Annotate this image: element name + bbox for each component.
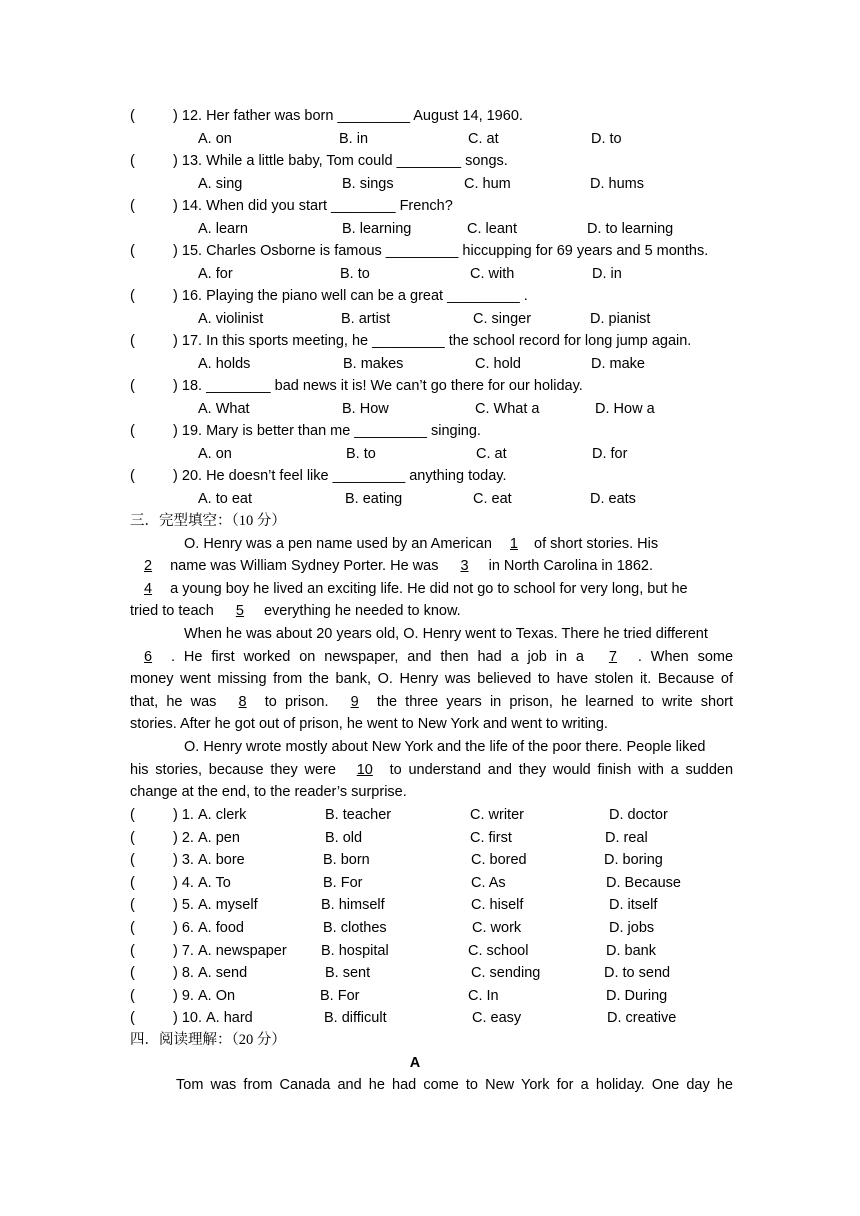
answer-bracket-close: ) (173, 897, 182, 914)
question-text: In this sports meeting, he (206, 333, 369, 349)
question-stem (173, 287, 528, 305)
item-number-text: 10. (181, 1010, 203, 1027)
cloze-line: tried to teach 5 everything he needed to know. (130, 603, 461, 619)
question-blank: ________ (206, 378, 271, 394)
option-c: C. with (470, 266, 515, 282)
cloze-line: money went missing from the bank, O. Henry was believed to have stolen it. Because of (130, 671, 733, 687)
answer-bracket-close: ) (173, 153, 178, 169)
option-d: D. Because (606, 874, 681, 891)
option-d: D. itself (609, 897, 658, 914)
option-a: A. on (198, 131, 232, 147)
answer-bracket-open: ( (130, 852, 135, 869)
option-d: D. to send (604, 965, 671, 982)
option-a: A. bore (198, 852, 245, 869)
answer-bracket-open: ( (130, 987, 135, 1004)
item-number-text: 1. (181, 807, 194, 823)
option-d: D. bank (606, 942, 656, 959)
question-blank: _________ (337, 108, 411, 124)
question-stem (173, 107, 523, 125)
option-a: A. clerk (198, 807, 247, 823)
option-d: D. jobs (609, 920, 655, 936)
question-text: He doesn’t feel like (206, 468, 329, 484)
question-text: Her father was born (206, 108, 334, 124)
option-b: B. For (320, 987, 360, 1004)
item-number-text: 4. (181, 874, 194, 891)
answer-bracket-open: ( (130, 807, 135, 823)
cloze-blank: 5 (235, 603, 244, 619)
answer-bracket-open: ( (130, 108, 135, 124)
question-text: singing. (430, 423, 481, 439)
answer-bracket-close: ) (173, 423, 178, 439)
option-b: B. to (340, 266, 370, 282)
answer-bracket-open: ( (130, 198, 135, 214)
option-d: D. for (592, 446, 628, 462)
item-number (173, 987, 194, 1005)
option-c: C. hold (475, 356, 521, 372)
question-text: the school record for long jump again. (448, 333, 692, 349)
cloze-line: that, he was 8 to prison. 9 the three years in prison, he learned to write short (130, 694, 734, 710)
answer-bracket-open: ( (130, 942, 135, 959)
cloze-line: O. Henry wrote mostly about New York and the life of the poor there. People liked (184, 739, 706, 755)
question-number: 16. (181, 288, 203, 304)
question-stem (173, 467, 507, 485)
question-number: 19. (181, 423, 203, 439)
option-b: B. old (325, 829, 363, 846)
question-number: 14. (181, 198, 203, 214)
option-a: A. on (198, 446, 232, 462)
answer-bracket-close: ) (173, 920, 182, 936)
answer-bracket-close: ) (173, 965, 182, 982)
item-number (173, 964, 194, 982)
section-4-heading: 四．阅读理解：（20 分） (130, 1032, 286, 1048)
passage-label: A (409, 1055, 421, 1071)
item-number-text: 3. (181, 852, 194, 869)
option-a: A. newspaper (198, 942, 287, 959)
answer-bracket-close: ) (173, 108, 178, 124)
answer-bracket-close: ) (173, 829, 182, 846)
cloze-line: change at the end, to the reader’s surprise. (130, 784, 407, 800)
answer-bracket-close: ) (173, 288, 178, 304)
option-c: C. sending (471, 965, 541, 982)
option-c: C. work (472, 920, 522, 936)
question-text: August 14, 1960. (413, 108, 523, 124)
option-b: B. hospital (321, 942, 389, 959)
option-d: D. creative (607, 1010, 677, 1027)
option-a: A. What (198, 401, 250, 417)
option-b: B. born (323, 852, 370, 869)
answer-bracket-close: ) (173, 333, 178, 349)
option-c: C. hum (464, 176, 511, 192)
question-stem (173, 197, 453, 215)
option-c: C. leant (467, 221, 517, 237)
option-a: A. On (198, 987, 236, 1004)
cloze-blank: 9 (350, 694, 359, 710)
cloze-blank: 1 (509, 536, 518, 552)
cloze-blank: 10 (356, 762, 373, 778)
question-text: While a little baby, Tom could (206, 153, 393, 169)
option-b: B. How (342, 401, 389, 417)
option-a: A. pen (198, 829, 240, 846)
option-d: D. doctor (609, 807, 668, 823)
option-b: B. eating (345, 491, 403, 507)
question-blank: _________ (447, 288, 520, 304)
item-number (173, 851, 194, 869)
option-b: B. teacher (325, 807, 392, 823)
option-c: C. eat (473, 491, 512, 507)
question-text: Playing the piano well can be a great (206, 288, 444, 304)
question-stem (173, 152, 508, 170)
answer-bracket-close: ) (173, 198, 178, 214)
item-number-text: 6. (181, 920, 194, 936)
option-d: D. pianist (590, 311, 651, 327)
answer-bracket-open: ( (130, 920, 135, 936)
option-a: A. send (198, 965, 248, 982)
cloze-line: his stories, because they were 10 to understand and they would finish with a sudden (130, 762, 734, 778)
option-b: B. to (346, 446, 376, 462)
answer-bracket-close: ) (173, 942, 182, 959)
answer-bracket-close: ) (173, 807, 182, 823)
option-d: D. real (605, 829, 648, 846)
item-number (173, 806, 194, 824)
section-3-heading: 三．完型填空：（10 分） (130, 513, 286, 529)
cloze-blank: 8 (238, 694, 247, 710)
option-d: D. hums (590, 176, 644, 192)
question-blank: _________ (354, 423, 427, 439)
answer-bracket-open: ( (130, 829, 135, 846)
answer-bracket-close: ) (173, 987, 182, 1004)
question-text: hiccupping for 69 years and 5 months. (462, 243, 709, 259)
question-text: Charles Osborne is famous (206, 243, 382, 259)
option-a: A. myself (198, 897, 258, 914)
option-d: D. to (591, 131, 622, 147)
option-b: B. sings (342, 176, 394, 192)
cloze-blank: 4 (144, 581, 153, 597)
item-number-text: 9. (181, 987, 194, 1004)
question-blank: _________ (372, 333, 445, 349)
option-a: A. To (198, 874, 231, 891)
question-blank: ________ (396, 153, 462, 169)
item-number (173, 896, 194, 914)
option-d: D. make (591, 356, 645, 372)
option-c: C. singer (473, 311, 532, 327)
cloze-blank: 6 (144, 649, 153, 665)
question-text: French? (399, 198, 453, 214)
option-b: B. clothes (323, 920, 387, 936)
option-a: A. learn (198, 221, 248, 237)
option-c: C. at (468, 131, 499, 147)
question-number: 15. (181, 243, 203, 259)
option-d: D. in (592, 266, 622, 282)
option-a: A. violinist (198, 311, 264, 327)
question-text: Mary is better than me (206, 423, 351, 439)
reading-line: Tom was from Canada and he had come to New York for a holiday. One day he (176, 1077, 733, 1093)
answer-bracket-close: ) (173, 378, 178, 394)
item-number (173, 874, 194, 892)
item-number (173, 942, 194, 960)
answer-bracket-close: ) (173, 874, 182, 891)
option-d: D. boring (604, 852, 663, 869)
cloze-line: When he was about 20 years old, O. Henry went to Texas. There he tried different (184, 626, 708, 642)
option-a: A. sing (198, 176, 243, 192)
item-number (173, 829, 194, 847)
answer-bracket-open: ( (130, 288, 135, 304)
option-a: A. holds (198, 356, 251, 372)
item-number (173, 1009, 202, 1027)
cloze-blank: 2 (144, 558, 153, 574)
question-blank: _________ (332, 468, 406, 484)
question-number: 20. (181, 468, 203, 484)
option-b: B. sent (325, 965, 371, 982)
option-c: C. easy (472, 1010, 522, 1027)
question-blank: _________ (385, 243, 459, 259)
cloze-line: 4 a young boy he lived an exciting life. He did not go to school for very long, but he (130, 580, 688, 598)
option-d: D. How a (595, 401, 655, 417)
question-stem (173, 377, 583, 395)
option-a: A. for (198, 266, 233, 282)
item-number-text: 8. (181, 965, 194, 982)
option-a: A. hard (206, 1010, 253, 1027)
option-c: C. hiself (471, 897, 524, 914)
question-number: 13. (181, 153, 203, 169)
option-c: C. first (470, 829, 512, 846)
cloze-blank: 7 (608, 649, 617, 665)
option-c: C. In (468, 987, 499, 1004)
answer-bracket-open: ( (130, 874, 135, 891)
answer-bracket-close: ) (173, 852, 182, 869)
option-b: B. makes (343, 356, 404, 372)
item-number (173, 919, 194, 937)
answer-bracket-open: ( (130, 897, 135, 914)
question-text: When did you start (206, 198, 327, 214)
option-c: C. at (476, 446, 507, 462)
answer-bracket-open: ( (130, 965, 135, 982)
question-number: 17. (181, 333, 203, 349)
option-d: D. eats (590, 491, 636, 507)
option-d: D. to learning (587, 221, 674, 237)
answer-bracket-open: ( (130, 153, 135, 169)
question-text: bad news it is! We can’t go there for our holiday. (274, 378, 583, 394)
answer-bracket-open: ( (130, 333, 135, 349)
question-blank: ________ (331, 198, 396, 214)
cloze-blank: 3 (460, 558, 469, 574)
question-stem (173, 242, 708, 260)
option-c: C. bored (471, 852, 527, 869)
option-d: D. During (606, 987, 668, 1004)
option-b: B. For (323, 874, 363, 891)
item-number-text: 2. (181, 829, 194, 846)
question-number: 12. (181, 108, 203, 124)
cloze-line: stories. After he got out of prison, he went to New York and went to writing. (130, 716, 608, 732)
answer-bracket-close: ) (173, 243, 178, 259)
option-a: A. food (198, 920, 244, 936)
option-b: B. difficult (324, 1010, 387, 1027)
option-b: B. learning (342, 221, 412, 237)
answer-bracket-close: ) (173, 1010, 182, 1027)
option-b: B. artist (341, 311, 391, 327)
cloze-line: O. Henry was a pen name used by an American 1 of short stories. His (184, 536, 659, 552)
cloze-line: 6 . He first worked on newspaper, and then had a job in a 7 . When some (130, 648, 733, 666)
answer-bracket-open: ( (130, 423, 135, 439)
question-stem (173, 332, 691, 350)
answer-bracket-open: ( (130, 378, 135, 394)
option-b: B. himself (321, 897, 385, 914)
answer-bracket-open: ( (130, 1010, 135, 1027)
question-text: . (523, 288, 528, 304)
item-number-text: 5. (181, 897, 194, 914)
answer-bracket-open: ( (130, 468, 135, 484)
question-stem (173, 422, 481, 440)
option-a: A. to eat (198, 491, 253, 507)
answer-bracket-close: ) (173, 468, 178, 484)
question-text: anything today. (409, 468, 507, 484)
option-c: C. school (468, 942, 529, 959)
option-c: C. As (471, 874, 506, 891)
question-number: 18. (181, 378, 203, 394)
item-number-text: 7. (181, 942, 194, 959)
option-c: C. writer (470, 807, 524, 823)
cloze-line: 2 name was William Sydney Porter. He was 3 in North Carolina in 1862. (130, 557, 653, 575)
question-text: songs. (465, 153, 508, 169)
option-b: B. in (339, 131, 369, 147)
option-c: C. What a (475, 401, 540, 417)
answer-bracket-open: ( (130, 243, 135, 259)
